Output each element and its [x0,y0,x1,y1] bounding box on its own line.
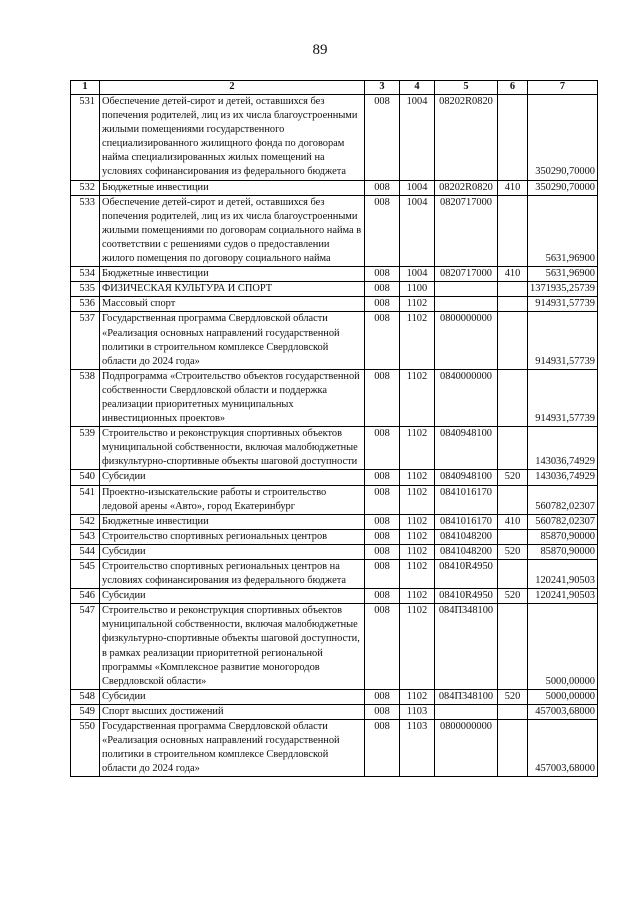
target-article-code: 084П348100 [435,604,498,690]
table-row [71,180,598,195]
page-number: 89 [312,42,328,58]
target-article-code [435,297,498,312]
amount: 120241,90503 [528,560,598,589]
section-code: 1102 [400,544,435,559]
row-name: Субсидии [100,470,365,485]
row-number: 537 [71,312,100,369]
section-code: 1102 [400,560,435,589]
ministry-code: 008 [365,529,400,544]
target-article-code [435,282,498,297]
expense-type-code: 520 [498,689,528,704]
column-header: 4 [400,81,435,95]
table-row [71,470,598,485]
amount: 457003,68000 [528,704,598,719]
target-article-code: 084П348100 [435,689,498,704]
row-number: 544 [71,544,100,559]
expense-type-code: 410 [498,267,528,282]
expense-type-code: 410 [498,180,528,195]
expense-type-code [498,720,528,777]
table-row [71,604,598,690]
amount: 914931,57739 [528,297,598,312]
row-name: Строительство спортивных региональных центров [100,529,365,544]
column-header: 3 [365,81,400,95]
amount: 914931,57739 [528,369,598,426]
ministry-code: 008 [365,312,400,369]
section-code: 1004 [400,95,435,181]
table-row [71,689,598,704]
ministry-code: 008 [365,560,400,589]
expense-type-code [498,604,528,690]
row-number: 541 [71,485,100,514]
row-name: Субсидии [100,689,365,704]
row-number: 549 [71,704,100,719]
row-name: Строительство спортивных региональных центров на условиях софинансирования из федерального бюджета [100,560,365,589]
expense-type-code [498,529,528,544]
row-number: 536 [71,297,100,312]
table-row [71,544,598,559]
row-name: Обеспечение детей-сирот и детей, оставшихся без попечения родителей, лиц из их числа благоустроенными жилыми помещениями по договорам социального найма в соответствии с решениями судов о предоставлении жилого помещения по договору социального найма [100,195,365,266]
table-row [71,95,598,181]
expense-type-code [498,369,528,426]
table-row [71,720,598,777]
table-row [71,267,598,282]
section-code: 1102 [400,427,435,470]
expense-type-code [498,297,528,312]
expense-type-code [498,427,528,470]
section-code: 1102 [400,470,435,485]
row-number: 545 [71,560,100,589]
row-number: 531 [71,95,100,181]
target-article-code: 0840000000 [435,369,498,426]
target-article-code [435,704,498,719]
table-row [71,529,598,544]
column-header: 5 [435,81,498,95]
amount: 85870,90000 [528,544,598,559]
section-code: 1102 [400,529,435,544]
row-number: 540 [71,470,100,485]
expense-type-code: 410 [498,514,528,529]
target-article-code: 08410R4950 [435,589,498,604]
row-name: Государственная программа Свердловской области «Реализация основных направлений государственной политики в строительном комплексе Свердловской области до 2024 года» [100,720,365,777]
ministry-code: 008 [365,720,400,777]
row-name: Массовый спорт [100,297,365,312]
row-name: Строительство и реконструкция спортивных объектов муниципальной собственности, включая малобюджетные физкультурно-спортивные объекты шаговой доступности [100,427,365,470]
table-row [71,195,598,266]
amount: 5000,00000 [528,689,598,704]
row-name: Обеспечение детей-сирот и детей, оставшихся без попечения родителей, лиц из их числа благоустроенными жилыми помещениями государственного специализированного жилищного фонда по договорам найма специализированных жилых помещений на условиях софинансирования из федерального бюджета [100,95,365,181]
ministry-code: 008 [365,95,400,181]
target-article-code: 0841048200 [435,529,498,544]
ministry-code: 008 [365,689,400,704]
section-code: 1004 [400,267,435,282]
section-code: 1103 [400,704,435,719]
ministry-code: 008 [365,180,400,195]
target-article-code: 0820717000 [435,195,498,266]
expense-type-code [498,312,528,369]
section-code: 1102 [400,514,435,529]
amount: 5631,96900 [528,267,598,282]
amount: 560782,02307 [528,514,598,529]
budget-table [70,80,598,777]
target-article-code: 0840948100 [435,470,498,485]
ministry-code: 008 [365,369,400,426]
header-row [71,81,598,95]
section-code: 1103 [400,720,435,777]
row-number: 546 [71,589,100,604]
ministry-code: 008 [365,267,400,282]
row-number: 538 [71,369,100,426]
expense-type-code: 520 [498,589,528,604]
table-row [71,589,598,604]
amount: 457003,68000 [528,720,598,777]
column-header: 7 [528,81,598,95]
target-article-code: 0841016170 [435,514,498,529]
ministry-code: 008 [365,604,400,690]
row-name: Проектно-изыскательские работы и строительство ледовой арены «Авто», город Екатеринбург [100,485,365,514]
section-code: 1004 [400,195,435,266]
target-article-code: 08410R4950 [435,560,498,589]
expense-type-code [498,95,528,181]
column-header: 1 [71,81,100,95]
table-row [71,297,598,312]
target-article-code: 0800000000 [435,720,498,777]
section-code: 1102 [400,297,435,312]
ministry-code: 008 [365,485,400,514]
target-article-code: 0800000000 [435,312,498,369]
section-code: 1102 [400,369,435,426]
ministry-code: 008 [365,589,400,604]
table-row [71,369,598,426]
ministry-code: 008 [365,427,400,470]
table-row [71,514,598,529]
row-name: Субсидии [100,544,365,559]
target-article-code: 0840948100 [435,427,498,470]
table-row [71,704,598,719]
expense-type-code [498,282,528,297]
row-number: 533 [71,195,100,266]
column-header: 2 [100,81,365,95]
expense-type-code [498,195,528,266]
ministry-code: 008 [365,704,400,719]
amount: 143036,74929 [528,470,598,485]
amount: 5631,96900 [528,195,598,266]
column-header: 6 [498,81,528,95]
section-code: 1102 [400,485,435,514]
row-number: 547 [71,604,100,690]
row-name: Бюджетные инвестиции [100,514,365,529]
amount: 1371935,25739 [528,282,598,297]
row-number: 542 [71,514,100,529]
expense-type-code: 520 [498,544,528,559]
ministry-code: 008 [365,282,400,297]
amount: 914931,57739 [528,312,598,369]
section-code: 1100 [400,282,435,297]
ministry-code: 008 [365,470,400,485]
amount: 85870,90000 [528,529,598,544]
target-article-code: 08202R0820 [435,180,498,195]
expense-type-code [498,485,528,514]
row-name: Спорт высших достижений [100,704,365,719]
row-number: 550 [71,720,100,777]
row-number: 535 [71,282,100,297]
row-number: 543 [71,529,100,544]
expense-type-code [498,704,528,719]
section-code: 1004 [400,180,435,195]
table-row [71,427,598,470]
table-row [71,282,598,297]
amount: 350290,70000 [528,95,598,181]
amount: 350290,70000 [528,180,598,195]
row-name: Подпрограмма «Строительство объектов государственной собственности Свердловской области и поддержка реализации приоритетных муниципальных инвестиционных проектов» [100,369,365,426]
table-row [71,312,598,369]
row-name: ФИЗИЧЕСКАЯ КУЛЬТУРА И СПОРТ [100,282,365,297]
row-name: Бюджетные инвестиции [100,267,365,282]
section-code: 1102 [400,312,435,369]
amount: 143036,74929 [528,427,598,470]
row-number: 539 [71,427,100,470]
target-article-code: 0820717000 [435,267,498,282]
amount: 120241,90503 [528,589,598,604]
target-article-code: 0841016170 [435,485,498,514]
row-name: Бюджетные инвестиции [100,180,365,195]
row-number: 532 [71,180,100,195]
section-code: 1102 [400,589,435,604]
table-row [71,485,598,514]
ministry-code: 008 [365,195,400,266]
row-name: Субсидии [100,589,365,604]
ministry-code: 008 [365,514,400,529]
ministry-code: 008 [365,297,400,312]
ministry-code: 008 [365,544,400,559]
amount: 560782,02307 [528,485,598,514]
expense-type-code [498,560,528,589]
expense-type-code: 520 [498,470,528,485]
row-name: Государственная программа Свердловской области «Реализация основных направлений государственной политики в строительном комплексе Свердловской области до 2024 года» [100,312,365,369]
row-number: 548 [71,689,100,704]
section-code: 1102 [400,689,435,704]
amount: 5000,00000 [528,604,598,690]
table-row [71,560,598,589]
section-code: 1102 [400,604,435,690]
row-name: Строительство и реконструкция спортивных объектов муниципальной собственности, включая малобюджетные физкультурно-спортивные объекты шаговой доступности, в рамках реализации приоритетной региональной программы «Комплексное развитие моногородов Свердловской области» [100,604,365,690]
target-article-code: 08202R0820 [435,95,498,181]
row-number: 534 [71,267,100,282]
target-article-code: 0841048200 [435,544,498,559]
